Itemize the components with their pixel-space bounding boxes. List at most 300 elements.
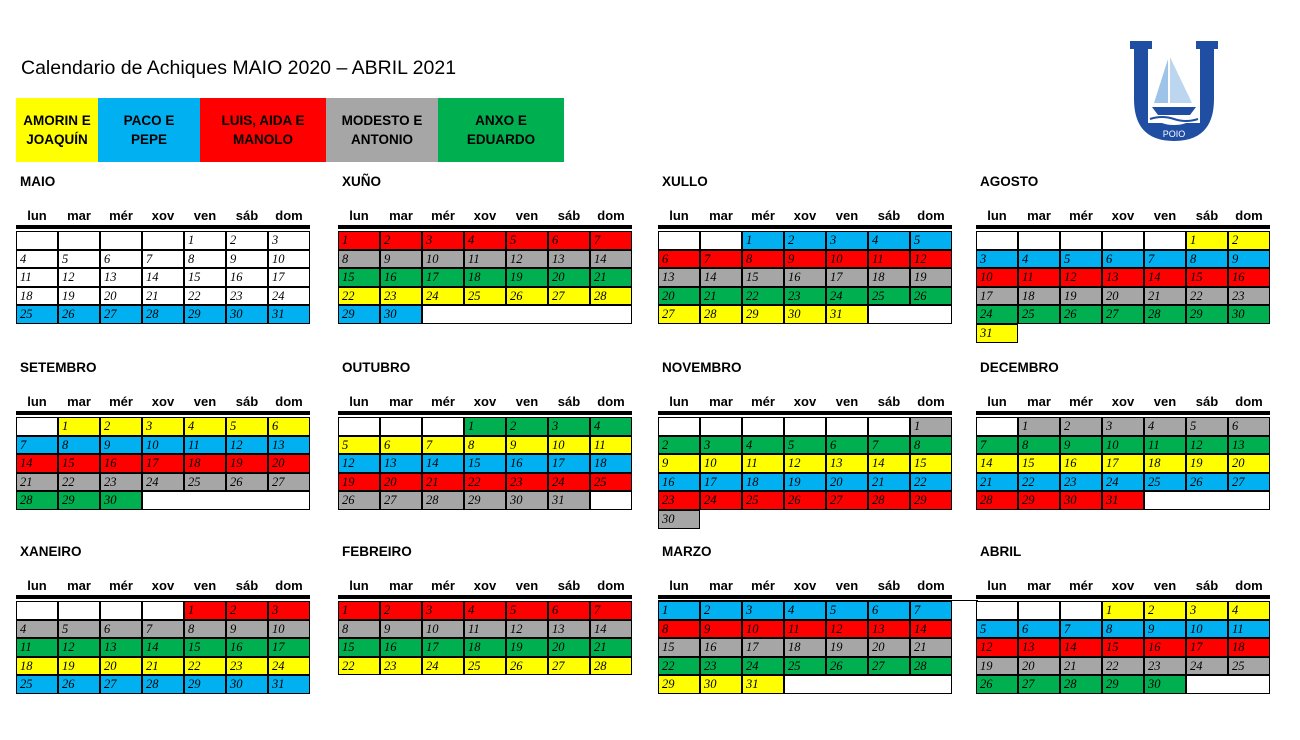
weekday-label: mér	[1069, 578, 1093, 593]
day-cell: 21	[868, 473, 910, 492]
empty-day-cell	[1060, 231, 1102, 250]
day-cell: 6	[1228, 417, 1270, 436]
day-cell: 19	[976, 657, 1018, 676]
weekday-label: mér	[1069, 394, 1093, 409]
day-cell: 16	[380, 268, 422, 287]
day-cell: 27	[1018, 675, 1060, 694]
empty-day-cell	[100, 601, 142, 620]
weekday-label: xov	[473, 208, 497, 223]
weekday-label: dom	[917, 578, 945, 593]
day-cell: 17	[742, 638, 784, 657]
day-cell: 22	[1102, 657, 1144, 676]
month-name: FEBREIRO	[342, 544, 412, 559]
weekday-label: mér	[109, 208, 133, 223]
day-cell: 11	[464, 250, 506, 269]
day-cell: 23	[226, 657, 268, 676]
day-cell: 30	[1144, 675, 1186, 694]
legend-item-1: AMORIN E JOAQUÍN	[16, 98, 98, 162]
day-cell: 30	[658, 510, 700, 529]
day-cell: 25	[868, 287, 910, 306]
day-cell: 1	[910, 417, 952, 436]
day-cell: 13	[868, 620, 910, 639]
day-cell: 27	[868, 657, 910, 676]
day-cell: 18	[784, 638, 826, 657]
day-cell: 7	[910, 601, 952, 620]
day-cell: 24	[826, 287, 868, 306]
day-cell: 4	[1228, 601, 1270, 620]
empty-day-cell	[658, 417, 700, 436]
day-cell: 31	[548, 491, 590, 510]
day-cell: 19	[506, 638, 548, 657]
day-cell: 24	[700, 491, 742, 510]
day-cell: 2	[784, 231, 826, 250]
day-cell: 30	[226, 675, 268, 694]
day-cell: 3	[422, 231, 464, 250]
day-cell: 19	[1186, 454, 1228, 473]
day-cell: 6	[100, 250, 142, 269]
weekday-label: lun	[987, 394, 1007, 409]
day-cell: 16	[380, 638, 422, 657]
day-cell: 20	[658, 287, 700, 306]
weekday-label: dom	[597, 394, 625, 409]
day-cell: 27	[100, 675, 142, 694]
empty-day-cell	[1018, 601, 1060, 620]
weekday-label: mar	[1027, 578, 1051, 593]
empty-day-cell	[742, 417, 784, 436]
day-cell: 23	[100, 473, 142, 492]
day-cell: 27	[548, 657, 590, 676]
weekday-label: sáb	[235, 394, 259, 409]
day-cell: 15	[910, 454, 952, 473]
day-cell: 12	[1060, 268, 1102, 287]
empty-day-cell	[16, 601, 58, 620]
day-cell: 6	[380, 436, 422, 455]
weekday-label: mér	[751, 208, 775, 223]
day-cell: 15	[184, 638, 226, 657]
day-cell: 14	[1144, 268, 1186, 287]
weekday-label: ven	[1153, 578, 1177, 593]
day-cell: 14	[142, 268, 184, 287]
empty-day-cell	[1102, 231, 1144, 250]
weekday-label: ven	[835, 208, 859, 223]
day-cell: 23	[380, 287, 422, 306]
day-cell: 4	[1144, 417, 1186, 436]
weekday-label: mar	[389, 578, 413, 593]
weekday-label: mar	[389, 208, 413, 223]
day-cell: 11	[868, 250, 910, 269]
weekday-label: dom	[1235, 578, 1263, 593]
weekday-label: lun	[27, 578, 47, 593]
day-cell: 23	[700, 657, 742, 676]
weekday-label: mér	[109, 394, 133, 409]
day-cell: 31	[742, 675, 784, 694]
empty-day-cell	[58, 601, 100, 620]
day-cell: 8	[1018, 436, 1060, 455]
day-cell: 28	[700, 305, 742, 324]
empty-day-cell	[1018, 231, 1060, 250]
day-cell: 20	[1102, 287, 1144, 306]
weekday-label: ven	[515, 394, 539, 409]
day-cell: 15	[338, 638, 380, 657]
empty-day-cell	[976, 601, 1018, 620]
day-cell: 1	[1018, 417, 1060, 436]
day-cell: 13	[1018, 638, 1060, 657]
day-cell: 21	[590, 268, 632, 287]
weekday-label: mar	[67, 578, 91, 593]
weekday-label: dom	[917, 208, 945, 223]
day-cell: 9	[506, 436, 548, 455]
weekday-label: sáb	[877, 394, 901, 409]
day-cell: 9	[380, 620, 422, 639]
day-cell: 24	[422, 287, 464, 306]
weekday-label: xov	[473, 394, 497, 409]
empty-day-cell	[100, 231, 142, 250]
day-cell: 9	[784, 250, 826, 269]
day-cell: 28	[868, 491, 910, 510]
day-cell: 8	[184, 620, 226, 639]
day-cell: 5	[506, 231, 548, 250]
day-cell: 4	[464, 601, 506, 620]
day-cell: 28	[1060, 675, 1102, 694]
weekday-label: mar	[1027, 394, 1051, 409]
day-cell: 14	[16, 454, 58, 473]
day-cell: 25	[1144, 473, 1186, 492]
day-cell: 6	[100, 620, 142, 639]
day-cell: 10	[700, 454, 742, 473]
day-cell: 25	[184, 473, 226, 492]
day-cell: 12	[58, 638, 100, 657]
weekday-label: dom	[917, 394, 945, 409]
day-cell: 27	[100, 305, 142, 324]
day-cell: 21	[142, 657, 184, 676]
day-cell: 13	[826, 454, 868, 473]
weekday-label: mér	[431, 208, 455, 223]
day-cell: 3	[742, 601, 784, 620]
day-cell: 3	[268, 601, 310, 620]
day-cell: 14	[910, 620, 952, 639]
day-cell: 20	[1018, 657, 1060, 676]
day-cell: 8	[58, 436, 100, 455]
weekday-label: lun	[27, 394, 47, 409]
day-cell: 21	[1060, 657, 1102, 676]
day-cell: 29	[58, 491, 100, 510]
weekday-label: lun	[669, 578, 689, 593]
day-cell: 4	[784, 601, 826, 620]
empty-day-cell	[590, 491, 632, 510]
empty-day-cell	[380, 417, 422, 436]
day-cell: 10	[422, 620, 464, 639]
empty-day-cell	[976, 417, 1018, 436]
day-cell: 16	[506, 454, 548, 473]
weekday-header	[658, 208, 952, 229]
day-cell: 13	[100, 638, 142, 657]
day-cell: 10	[826, 250, 868, 269]
day-cell: 25	[590, 473, 632, 492]
day-cell: 10	[268, 620, 310, 639]
day-cell: 16	[1144, 638, 1186, 657]
day-cell: 1	[658, 601, 700, 620]
weekday-label: mér	[431, 578, 455, 593]
weekday-header	[338, 394, 632, 415]
day-cell: 23	[506, 473, 548, 492]
day-cell: 1	[1102, 601, 1144, 620]
month-name: XULLO	[662, 174, 708, 189]
day-cell: 29	[910, 491, 952, 510]
day-cell: 11	[590, 436, 632, 455]
day-cell: 27	[548, 287, 590, 306]
day-cell: 10	[422, 250, 464, 269]
day-cell: 19	[226, 454, 268, 473]
day-cell: 23	[1144, 657, 1186, 676]
weekday-label: lun	[669, 208, 689, 223]
weekday-label: sáb	[1195, 394, 1219, 409]
day-cell: 17	[268, 268, 310, 287]
day-cell: 16	[1228, 268, 1270, 287]
day-cell: 15	[1018, 454, 1060, 473]
day-cell: 17	[976, 287, 1018, 306]
weekday-label: xov	[1111, 394, 1135, 409]
empty-day-cell	[142, 491, 310, 510]
day-cell: 30	[1228, 305, 1270, 324]
month-name: XUÑO	[342, 174, 382, 189]
weekday-label: sáb	[1195, 208, 1219, 223]
day-cell: 21	[1144, 287, 1186, 306]
day-cell: 4	[742, 436, 784, 455]
weekday-label: mar	[709, 578, 733, 593]
day-cell: 12	[58, 268, 100, 287]
empty-day-cell	[784, 417, 826, 436]
month-name: DECEMBRO	[980, 360, 1059, 375]
weekday-label: lun	[987, 578, 1007, 593]
day-cell: 7	[700, 250, 742, 269]
day-cell: 25	[1228, 657, 1270, 676]
day-cell: 19	[784, 473, 826, 492]
empty-day-cell	[16, 417, 58, 436]
month-name: SETEMBRO	[20, 360, 97, 375]
day-cell: 19	[58, 657, 100, 676]
day-cell: 8	[658, 620, 700, 639]
day-cell: 7	[868, 436, 910, 455]
day-cell: 8	[338, 250, 380, 269]
day-cell: 3	[548, 417, 590, 436]
day-cell: 6	[868, 601, 910, 620]
day-cell: 13	[268, 436, 310, 455]
day-cell: 31	[826, 305, 868, 324]
day-cell: 2	[226, 231, 268, 250]
day-cell: 29	[1186, 305, 1228, 324]
day-cell: 10	[742, 620, 784, 639]
weekday-label: mar	[67, 394, 91, 409]
weekday-label: mér	[751, 578, 775, 593]
day-cell: 24	[268, 657, 310, 676]
day-cell: 21	[142, 287, 184, 306]
day-cell: 2	[1228, 231, 1270, 250]
weekday-label: lun	[349, 208, 369, 223]
weekday-label: dom	[597, 208, 625, 223]
day-cell: 4	[590, 417, 632, 436]
weekday-label: lun	[669, 394, 689, 409]
day-cell: 26	[58, 305, 100, 324]
weekday-header	[338, 578, 632, 599]
day-cell: 12	[1186, 436, 1228, 455]
day-cell: 28	[976, 491, 1018, 510]
day-cell: 13	[100, 268, 142, 287]
day-cell: 31	[1102, 491, 1144, 510]
day-cell: 25	[16, 675, 58, 694]
weekday-label: lun	[27, 208, 47, 223]
empty-day-cell	[1144, 231, 1186, 250]
weekday-label: sáb	[557, 578, 581, 593]
day-cell: 5	[976, 620, 1018, 639]
day-cell: 20	[868, 638, 910, 657]
day-cell: 9	[226, 620, 268, 639]
day-cell: 1	[742, 231, 784, 250]
day-cell: 18	[184, 454, 226, 473]
day-cell: 10	[976, 268, 1018, 287]
day-cell: 20	[1228, 454, 1270, 473]
weekday-label: sáb	[877, 208, 901, 223]
day-cell: 4	[868, 231, 910, 250]
day-cell: 26	[338, 491, 380, 510]
day-cell: 24	[742, 657, 784, 676]
day-cell: 20	[548, 268, 590, 287]
weekday-label: xov	[473, 578, 497, 593]
weekday-header	[338, 208, 632, 229]
day-cell: 15	[1102, 638, 1144, 657]
day-cell: 15	[658, 638, 700, 657]
day-cell: 22	[338, 287, 380, 306]
weekday-label: xov	[793, 578, 817, 593]
day-cell: 15	[1186, 268, 1228, 287]
day-cell: 26	[506, 657, 548, 676]
day-cell: 5	[910, 231, 952, 250]
day-cell: 18	[1144, 454, 1186, 473]
day-cell: 5	[338, 436, 380, 455]
day-cell: 2	[380, 231, 422, 250]
weekday-label: mar	[67, 208, 91, 223]
day-cell: 14	[590, 620, 632, 639]
day-cell: 11	[1228, 620, 1270, 639]
day-cell: 21	[976, 473, 1018, 492]
weekday-header	[658, 394, 952, 415]
weekday-label: dom	[597, 578, 625, 593]
day-cell: 30	[700, 675, 742, 694]
day-cell: 22	[658, 657, 700, 676]
weekday-header	[658, 578, 952, 599]
day-cell: 21	[16, 473, 58, 492]
weekday-label: ven	[1153, 394, 1177, 409]
day-cell: 10	[142, 436, 184, 455]
day-cell: 16	[1060, 454, 1102, 473]
day-cell: 5	[226, 417, 268, 436]
day-cell: 30	[1060, 491, 1102, 510]
empty-day-cell	[700, 417, 742, 436]
day-cell: 11	[464, 620, 506, 639]
divider-line	[658, 600, 978, 601]
day-cell: 11	[16, 268, 58, 287]
day-cell: 29	[742, 305, 784, 324]
empty-day-cell	[868, 305, 952, 324]
day-cell: 9	[1060, 436, 1102, 455]
month-name: ABRIL	[980, 544, 1022, 559]
club-logo	[1128, 37, 1220, 147]
day-cell: 17	[548, 454, 590, 473]
day-cell: 17	[142, 454, 184, 473]
day-cell: 19	[338, 473, 380, 492]
day-cell: 2	[1144, 601, 1186, 620]
day-cell: 26	[226, 473, 268, 492]
day-cell: 1	[338, 231, 380, 250]
day-cell: 1	[58, 417, 100, 436]
month-name: AGOSTO	[980, 174, 1039, 189]
day-cell: 3	[700, 436, 742, 455]
day-cell: 2	[226, 601, 268, 620]
day-cell: 26	[506, 287, 548, 306]
day-cell: 7	[16, 436, 58, 455]
empty-day-cell	[338, 417, 380, 436]
day-cell: 28	[16, 491, 58, 510]
day-cell: 13	[1228, 436, 1270, 455]
day-cell: 13	[548, 620, 590, 639]
day-cell: 23	[226, 287, 268, 306]
day-cell: 1	[338, 601, 380, 620]
month-name: XANEIRO	[20, 544, 82, 559]
day-cell: 23	[658, 491, 700, 510]
day-cell: 12	[976, 638, 1018, 657]
weekday-label: mar	[709, 208, 733, 223]
day-cell: 24	[422, 657, 464, 676]
empty-day-cell	[1144, 491, 1270, 510]
day-cell: 20	[826, 473, 868, 492]
weekday-label: xov	[793, 208, 817, 223]
day-cell: 28	[590, 657, 632, 676]
day-cell: 5	[58, 250, 100, 269]
weekday-label: mar	[709, 394, 733, 409]
day-cell: 6	[548, 231, 590, 250]
day-cell: 22	[464, 473, 506, 492]
day-cell: 16	[100, 454, 142, 473]
day-cell: 18	[868, 268, 910, 287]
day-cell: 31	[268, 675, 310, 694]
day-cell: 3	[268, 231, 310, 250]
day-cell: 13	[548, 250, 590, 269]
weekday-label: lun	[987, 208, 1007, 223]
day-cell: 17	[1186, 638, 1228, 657]
day-cell: 19	[910, 268, 952, 287]
day-cell: 25	[464, 657, 506, 676]
day-cell: 24	[268, 287, 310, 306]
weekday-label: dom	[1235, 208, 1263, 223]
day-cell: 12	[506, 620, 548, 639]
day-cell: 1	[184, 601, 226, 620]
day-cell: 26	[1060, 305, 1102, 324]
day-cell: 8	[910, 436, 952, 455]
empty-day-cell	[142, 601, 184, 620]
day-cell: 31	[976, 324, 1018, 343]
weekday-header	[16, 208, 310, 229]
weekday-label: lun	[349, 394, 369, 409]
day-cell: 8	[1186, 250, 1228, 269]
day-cell: 15	[464, 454, 506, 473]
day-cell: 16	[658, 473, 700, 492]
day-cell: 12	[784, 454, 826, 473]
day-cell: 1	[1186, 231, 1228, 250]
day-cell: 2	[506, 417, 548, 436]
day-cell: 18	[590, 454, 632, 473]
day-cell: 13	[380, 454, 422, 473]
day-cell: 24	[142, 473, 184, 492]
day-cell: 18	[16, 287, 58, 306]
